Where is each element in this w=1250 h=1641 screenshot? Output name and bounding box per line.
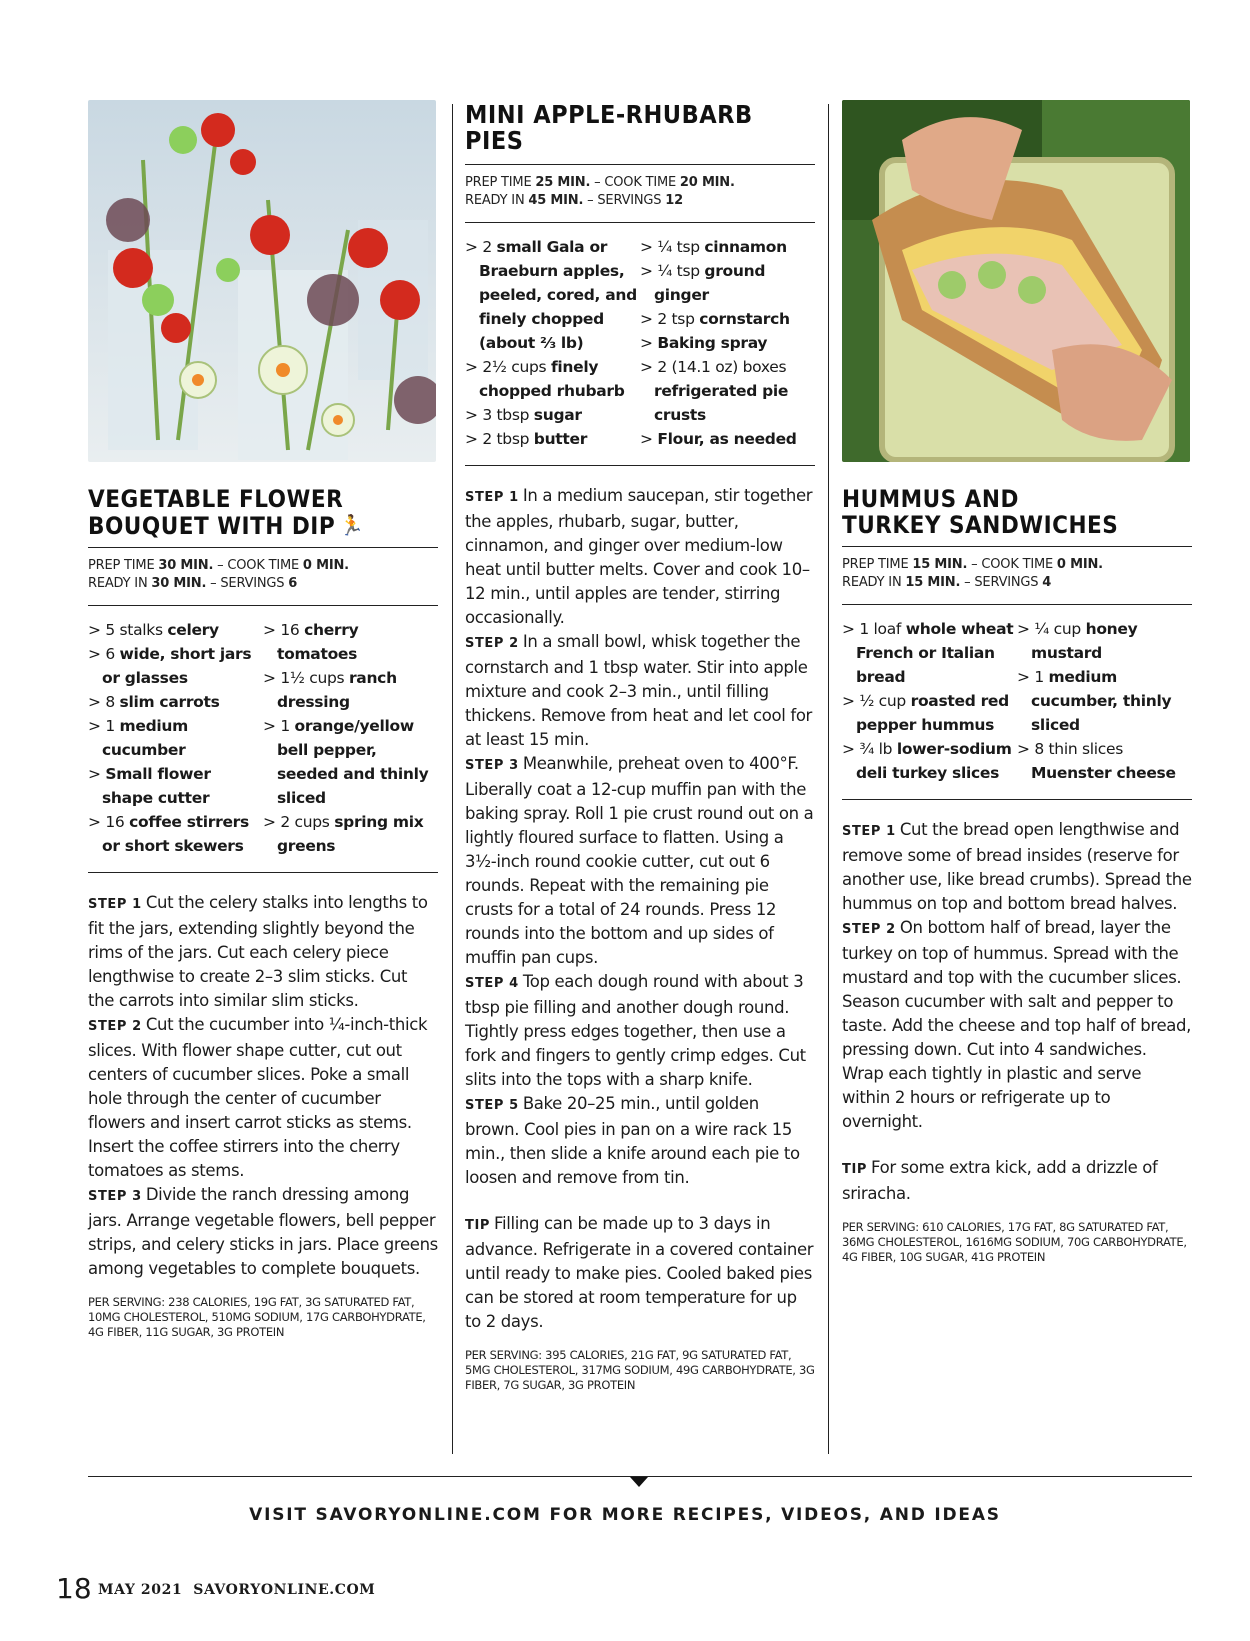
- sandwich-photo: [842, 100, 1190, 462]
- recipe-meta: [465, 164, 815, 223]
- vegetable-bouquet-image: [88, 100, 436, 462]
- ingredient: > 8 slim carrots: [88, 693, 220, 711]
- ingredients-list: [88, 606, 438, 873]
- vegetable-bouquet-photo: [88, 100, 436, 462]
- cook-label: – COOK TIME: [967, 557, 1057, 572]
- recipe-tip: TIP For some extra kick, add a drizzle of sriracha.: [842, 1158, 1158, 1203]
- recipe-title-line-2: BOUQUET WITH DIP: [88, 512, 336, 540]
- ingredient: > ¼ cup honey mustard: [1017, 620, 1138, 662]
- step-1: STEP 1 Cut the bread open lengthwise and remove some of bread insides (reserve for another use, like bread crumbs). Spread the hummus on top and bottom bread halves.: [842, 820, 1192, 913]
- site-name: SAVORYONLINE.COM: [193, 1582, 376, 1598]
- cook-label: – COOK TIME: [590, 175, 680, 190]
- ingredient: > 2 small Gala or Braeburn apples, peeled, cored, and finely chopped (about ⅔ lb): [465, 238, 637, 352]
- ingredient: > Small flower shape cutter: [88, 765, 211, 807]
- step-2: STEP 2 On bottom half of bread, layer the turkey on top of hummus. Spread with the mustard and top with the cucumber slices. Season cucumber with salt and pepper to taste. Add the cheese and top half of bread, pressing down. Cut into 4 sandwiches. Wrap each tightly in plastic and serve within 2 hours or refrigerate up to overnight.: [842, 918, 1192, 1131]
- step-3: STEP 3 Meanwhile, preheat oven to 400°F. Liberally coat a 12-cup muffin pan with the baking spray. Roll 1 pie crust round out on a lightly floured surface to flatten. Using a 3½-inch round cookie cutter, cut out 6 rounds. Repeat with the remaining pie crusts for a total of 24 rounds. Press 12 rounds into the bottom and up sides of muffin pan cups.: [465, 754, 814, 967]
- recipe-steps: [88, 873, 438, 1281]
- recipe-tip: TIP Filling can be made up to 3 days in advance. Refrigerate in a covered container until ready to make pies. Cooled baked pies can be stored at room temperature for up to 2 days.: [465, 1214, 814, 1331]
- step-3: STEP 3 Divide the ranch dressing among jars. Arrange vegetable flowers, bell pepper strips, and celery sticks in jars. Place greens among vegetables to complete bouquets.: [88, 1185, 438, 1278]
- cook-value: 20 MIN.: [679, 175, 735, 190]
- nutrition-info: PER SERVING: 395 CALORIES, 21G FAT, 9G SATURATED FAT, 5MG CHOLESTEROL, 317MG SODIUM, 49G CARBOHYDRATE, 3G FIBER, 7G SUGAR, 3G PROTEIN: [465, 1348, 815, 1392]
- servings-value: 4: [1042, 575, 1052, 590]
- ingredient: > 1½ cups ranch dressing: [263, 669, 397, 711]
- ingredient: > Flour, as needed: [640, 430, 797, 448]
- ingredient: > 3 tbsp sugar: [465, 406, 582, 424]
- ingredient: > ½ cup roasted red pepper hummus: [842, 692, 1009, 734]
- servings-label: – SERVINGS: [206, 576, 289, 591]
- ingredient: > 2 tbsp butter: [465, 430, 588, 448]
- recipe-meta: [88, 547, 438, 606]
- ready-value: 30 MIN.: [151, 576, 207, 591]
- recipe-title-line-2: TURKEY SANDWICHES: [842, 511, 1119, 539]
- prep-value: 30 MIN.: [158, 558, 214, 573]
- recipe-meta: [842, 546, 1192, 605]
- running-person-icon: 🏃: [339, 513, 365, 537]
- ready-label: READY IN: [88, 576, 152, 591]
- recipe-mini-pies: [465, 100, 815, 1393]
- prep-value: 15 MIN.: [912, 557, 968, 572]
- page-number: 18: [56, 1572, 92, 1605]
- nutrition-info: PER SERVING: 610 CALORIES, 17G FAT, 8G SATURATED FAT, 36MG CHOLESTEROL, 1616MG SODIUM, 70G CARBOHYDRATE, 4G FIBER, 10G SUGAR, 41G PROTEIN: [842, 1220, 1187, 1264]
- step-4: STEP 4 Top each dough round with about 3 tbsp pie filling and another dough round. Tightly press edges together, then use a fork and fingers to gently crimp edges. Cut slits into the tops with a sharp knife.: [465, 972, 806, 1089]
- recipe-title: MINI APPLE-RHUBARB PIES: [465, 100, 753, 155]
- step-2: STEP 2 Cut the cucumber into ¼-inch-thick slices. With flower shape cutter, cut out centers of cucumber slices. Poke a small hole through the center of cucumber flowers and insert carrot sticks as stems. Insert the coffee stirrers into the cherry tomatoes as stems.: [88, 1015, 428, 1180]
- ingredients-list: [465, 223, 815, 466]
- ready-label: READY IN: [465, 193, 529, 208]
- ingredient: > 1 medium cucumber: [88, 717, 188, 759]
- recipe-hummus-sandwiches: [842, 100, 1192, 1265]
- cook-value: 0 MIN.: [302, 558, 349, 573]
- down-triangle-icon: [630, 1477, 648, 1487]
- visit-website-link[interactable]: VISIT SAVORYONLINE.COM FOR MORE RECIPES, VIDEOS, AND IDEAS: [249, 1505, 1001, 1525]
- prep-label: PREP TIME: [88, 558, 159, 573]
- ready-value: 15 MIN.: [905, 575, 961, 590]
- ingredients-right: [640, 235, 815, 451]
- ingredients-list: [842, 605, 1192, 800]
- ingredient: > 2 cups spring mix greens: [263, 813, 424, 855]
- recipe-title: [88, 486, 438, 539]
- ingredient: > 16 coffee stirrers or short skewers: [88, 813, 249, 855]
- ingredients-left: [465, 235, 640, 451]
- ingredients-right: [263, 618, 438, 858]
- recipe-title-line-1: VEGETABLE FLOWER: [88, 485, 344, 513]
- ingredient: > 2½ cups finely chopped rhubarb: [465, 358, 625, 400]
- ingredients-left: [842, 617, 1017, 785]
- issue-date: MAY 2021: [98, 1582, 183, 1598]
- ingredient: > ¼ tsp cinnamon: [640, 238, 787, 256]
- ingredient: > 5 stalks celery: [88, 621, 219, 639]
- ingredients-left: [88, 618, 263, 858]
- issue-line: [98, 1582, 375, 1598]
- ingredient: > 1 loaf whole wheat French or Italian bread: [842, 620, 1014, 686]
- servings-label: – SERVINGS: [960, 575, 1043, 590]
- recipe-vegetable-bouquet: [88, 100, 438, 1340]
- ingredient: > 1 orange/yellow bell pepper, seeded and thinly sliced: [263, 717, 429, 807]
- ingredient: > 2 tsp cornstarch: [640, 310, 790, 328]
- step-5: STEP 5 Bake 20–25 min., until golden brown. Cool pies in pan on a wire rack 15 min., then slide a knife around each pie to loosen and remove from tin.: [465, 1094, 800, 1187]
- recipe-title-line-1: HUMMUS AND: [842, 485, 1019, 513]
- ingredient: > Baking spray: [640, 334, 768, 352]
- ingredient: > 2 (14.1 oz) boxes refrigerated pie crusts: [640, 358, 789, 424]
- cook-value: 0 MIN.: [1056, 557, 1103, 572]
- ingredient: > ¾ lb lower-sodium deli turkey slices: [842, 740, 1012, 782]
- recipe-steps: [842, 800, 1192, 1134]
- ready-label: READY IN: [842, 575, 906, 590]
- cook-label: – COOK TIME: [213, 558, 303, 573]
- ingredient: > 16 cherry tomatoes: [263, 621, 359, 663]
- step-1: STEP 1 Cut the celery stalks into lengths to fit the jars, extending slightly beyond the rims of the jars. Cut each celery piece lengthwise to create 2–3 slim sticks. Cut the carrots into similar slim sticks.: [88, 893, 428, 1010]
- ingredient: > 6 wide, short jars or glasses: [88, 645, 252, 687]
- prep-label: PREP TIME: [842, 557, 913, 572]
- column-divider-left: [452, 104, 453, 1454]
- recipe-steps: [465, 466, 815, 1190]
- column-divider-right: [828, 104, 829, 1454]
- ready-value: 45 MIN.: [528, 193, 584, 208]
- servings-value: 12: [665, 193, 683, 208]
- ingredient: > 8 thin slices Muenster cheese: [1017, 740, 1176, 782]
- sandwich-image: [842, 100, 1190, 462]
- prep-value: 25 MIN.: [535, 175, 591, 190]
- nutrition-info: PER SERVING: 238 CALORIES, 19G FAT, 3G SATURATED FAT, 10MG CHOLESTEROL, 510MG SODIUM, 17G CARBOHYDRATE, 4G FIBER, 11G SUGAR, 3G PROTEIN: [88, 1295, 426, 1339]
- servings-value: 6: [288, 576, 298, 591]
- step-2: STEP 2 In a small bowl, whisk together the cornstarch and 1 tbsp water. Stir into apple mixture and cook 2–3 min., until filling thickens. Remove from heat and let cool for at least 15 min.: [465, 632, 812, 749]
- ingredient: > ¼ tsp ground ginger: [640, 262, 766, 304]
- prep-label: PREP TIME: [465, 175, 536, 190]
- step-1: STEP 1 In a medium saucepan, stir together the apples, rhubarb, sugar, butter, cinnamon, and ginger over medium-low heat until butter melts. Cover and cook 10–12 min., until apples are tender, stirring occasionally.: [465, 486, 813, 627]
- ingredients-right: [1017, 617, 1192, 785]
- recipe-title: [842, 486, 1192, 538]
- ingredient: > 1 medium cucumber, thinly sliced: [1017, 668, 1172, 734]
- servings-label: – SERVINGS: [583, 193, 666, 208]
